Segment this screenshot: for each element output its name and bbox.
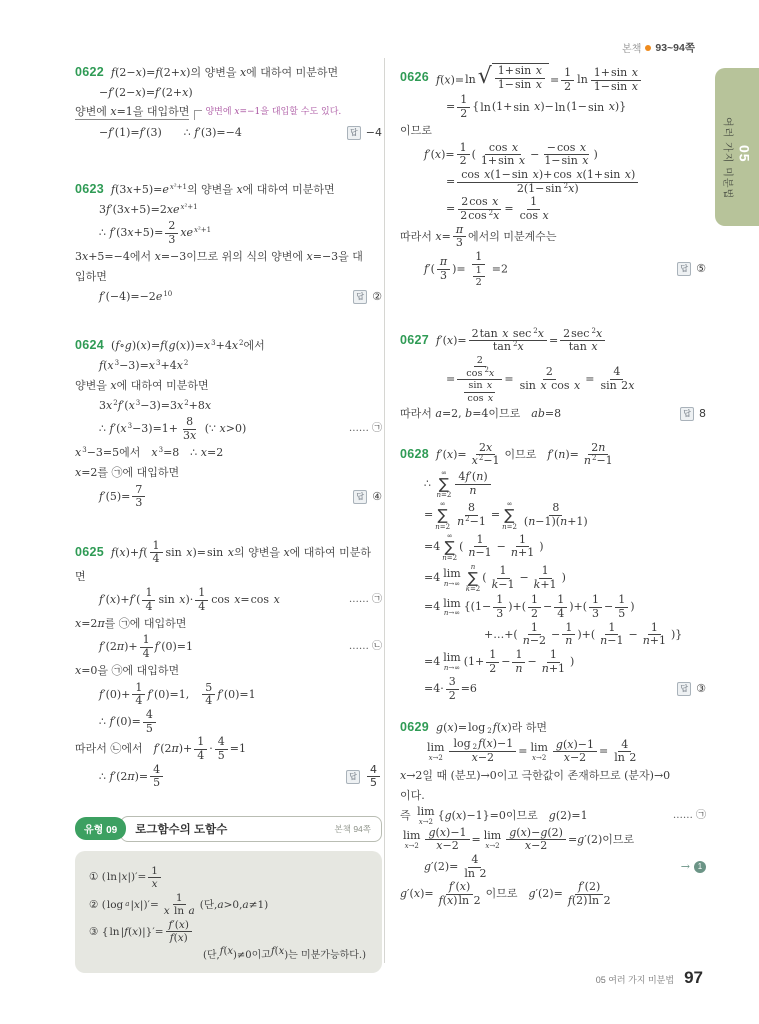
solution-line [75,200,382,219]
solution-line [75,220,382,246]
solution-line [75,416,382,442]
math-content: 이므로 [400,124,432,138]
math-content: f′( $\frac{\pi}{3}$ )= $\frac{1}{\frac{1}{2}}$ =2 [424,249,508,288]
solution-line [75,267,382,286]
fraction: $\frac{\text{−cos x}}{\text{1−sin x}}$ [544,140,589,168]
fraction: $\frac{4}{\ln 2}$ [614,737,637,765]
fraction: $\frac{1}{4}$ [194,736,207,762]
fraction: $\frac{4}{5}$ [143,709,156,735]
superscript: 2 [563,181,569,190]
math-content: f′(5)= $\frac{7}{3}$ [99,484,147,510]
concept-box-header [75,816,382,842]
subscript: 2 [472,743,478,752]
fraction: $\frac{8}{3x}$ [183,415,197,442]
fraction: $\frac{1}{k+1}$ [533,564,557,591]
fraction: $\frac{7}{3}$ [132,484,145,510]
page-footer [596,968,703,988]
solution-line [75,587,382,613]
math-content: ∴ $f'(x^3-3)=1+$ $\frac{8}{3x}$ (∵ x>0) [99,415,247,442]
fraction: $\frac{1}{2}$ [486,649,499,675]
math-content: lim x→2 $\frac{g(x)-1}{x-2}$ = lim x→2 $\frac{g(x)-g(2)}{x-2}$ =g′(2)이므로 [403,825,635,853]
fraction: 2tan x sec $^2$x tan $^2$x [469,328,547,354]
solution-line [75,484,382,510]
side-tab-chapter-title: 여러 가지 미분법 [721,116,733,200]
footer-chapter-title: 05 여러 가지 미분법 [595,975,675,985]
solution-line [75,396,382,415]
sum-with-limits: n ∑ k=2 [465,562,481,594]
solution-line [400,622,706,648]
solution-line [400,94,706,120]
answer [345,490,382,504]
superscript: 2 [488,208,494,217]
solution-line [400,786,706,805]
callout-note: 양변에 x=−1을 대입할 수도 있다. [205,106,342,117]
superscript: 2 [183,358,189,367]
fraction: $\frac{2n}{n^2-1}$ [583,440,613,468]
superscript: 3 [156,358,161,367]
math-content: 즉 lim x→2 {g(x)−1}=0이므로 g(2)=1 [400,805,588,826]
math-content: −f′(1)=f′(3) ∴ f′(3)=−4 [99,125,242,139]
math-content: −f′(2−x)=f′(2+x) [99,85,193,99]
solution-line [400,251,706,288]
fraction: $\frac{8}{(n-1)(n+1)}$ [523,501,588,528]
fraction: $\frac{1}{3}$ [589,594,602,620]
solution-line [400,649,706,675]
page-header [622,40,695,55]
fraction: $\frac{1}{2}$ [528,594,541,620]
superscript: 2 [184,398,189,407]
answer [338,764,382,790]
fraction: $\frac{1}{\text{cos x}}$ [519,195,549,222]
fraction: $\frac{1}{2}$ [473,265,485,288]
fraction: $\frac{1}{2}$ [561,67,574,93]
answer-value: ④ [372,489,382,503]
answer-badge: 답 [353,490,367,504]
fraction: $\frac{\pi}{3}$ [437,256,450,282]
math-content: +…+( $\frac{1}{n-2}$ − $\frac{1}{n}$ )+( $\frac{1}{n-1}$ − $\frac{1}{n+1}$ )} [484,620,683,648]
fraction: $\frac{4}{\sin 2x}$ [600,365,635,392]
math-content: 입하면 [75,269,107,283]
sum-with-limits: ∞ ∑ n=2 [435,500,451,531]
problem-number: 0622 [75,64,105,79]
subscript: 2 [487,726,492,735]
problem-number: 0629 [400,720,430,735]
chapter-side-tab [715,68,759,226]
sum-with-limits: ∞ ∑ n=2 [442,531,458,562]
limit-with-subscript: lim x→2 [530,740,548,762]
problem-0625 [75,540,382,790]
solution-line [400,532,706,562]
concept-box-body [75,851,382,973]
fraction: $\frac{2}{\text{sin x cos x}}$ [519,365,581,392]
math-content: f′(x)= 2tan x sec $^2$x tan $^2$x = 2sec $^2$x tan x [436,328,607,354]
ref-marker: …… ㉠ [348,423,382,435]
answer [672,407,706,421]
math-content: x=2를 ㉠에 대입하면 [75,466,180,480]
column-divider [384,58,385,963]
solution-line [75,376,382,395]
solution-line [75,444,382,463]
limit-with-subscript: lim x→2 [483,829,502,850]
fraction: $\frac{4}{5}$ [150,764,163,790]
math-content: lim x→2 $\frac{\log 2f(x)-1}{x-2}$ = lim x→2 $\frac{g(x)-1}{x-2}$ = $\frac{4}{\ln 2}$ [424,738,641,765]
superscript: 2 [239,338,244,347]
answer [345,290,382,304]
solution-line [400,224,706,250]
square-root [478,63,549,91]
problem-0628 [400,442,706,703]
math-content: $3x^2f'(x^3-3)=3x^2+8x$ [99,398,212,412]
math-content: 따라서 a=2, b=4이므로 ab=8 [400,407,562,421]
radical-icon: √ [477,64,492,90]
math-content: f(2−x)=f(2+x)의 양변을 x에 대하여 미분하면 [111,65,339,79]
superscript: 3 [127,422,133,431]
math-content: ∴ ∞ ∑ n=2 $\frac{4f'(n)}{n}$ [424,469,493,499]
answer-value: ③ [696,682,706,696]
concept-type-badge: 유형 09 [75,817,126,840]
header-book-label: 본책 [622,44,642,55]
fraction: $\frac{4}{5}$ [367,764,380,790]
math-content: 양변을 x에 대하여 미분하면 [75,378,209,392]
math-content: = $\frac{\text{cos x(1−sin x)+cos x(1+sin x)}}{2(1-\sin ^2x)}$ [446,169,640,195]
solution-line [75,180,382,199]
math-content: 따라서 x= $\frac{\pi}{3}$ 에서의 미분계수는 [400,222,557,250]
limit-with-subscript: lim n→∞ [443,651,461,672]
fraction: $\frac{\pi}{3}$ [453,224,466,250]
solution-line [75,83,382,102]
fraction: $\frac{1}{n+1}$ [541,647,566,675]
problem-0624 [75,336,382,510]
math-content: g′(x)= $\frac{f'(x)}{f(x)\ln 2}$ 이므로 g′(2)= $\frac{f'(2)}{f(2)\ln 2}$ [400,881,616,907]
sum-with-limits: ∞ ∑ n=2 [502,500,517,531]
solution-line [400,405,706,424]
fraction: 1 x ln a [163,891,195,917]
solution-line [400,500,706,530]
fraction: $\frac{8}{n^2-1}$ [457,501,486,528]
answer [339,126,382,140]
fraction: $\frac{1}{4}$ [195,587,208,613]
fraction: $\frac{1}{n-1}$ [468,532,492,560]
problem-number: 0626 [400,70,430,85]
fraction: $\frac{1}{n}$ [512,649,525,675]
header-page-range: 93~94쪽 [655,42,695,54]
limit-with-subscript: lim n→∞ [443,567,461,588]
fraction: $\frac{1}{n-2}$ [522,620,547,648]
concept-title: 로그함수의 도함수 [135,823,228,836]
fraction: $\frac{\text{cos x(1−sin x)+cos x(1+sin x)}}{2(1-\sin ^2x)}$ [457,169,638,195]
solution-line [75,123,382,142]
fraction: $\frac{1}{5}$ [615,594,628,620]
header-dot-icon [645,45,651,51]
math-content: = $\frac{\frac{2}{\cos ^2x}}{\frac{\text{sin x}}{\text{cos x}}}$ = $\frac{2}{\text{sin x cos x}}$ = $\frac{4}{\sin 2x}$ [446,355,639,404]
fraction: $\frac{1}{n-1}$ [600,620,624,648]
limit-with-subscript: lim n→∞ [443,596,461,618]
solution-line [75,464,382,483]
answer-badge: 답 [353,290,367,304]
subscript: a [125,900,130,908]
superscript: 2 [533,326,538,335]
fraction: $\frac{f'(x)}{f(x)\ln 2}$ [438,880,481,907]
concept-box [75,816,382,973]
solution-line [400,355,706,404]
superscript: 3 [158,446,164,455]
fraction: $\frac{g(x)-1}{x-2}$ [553,739,597,765]
answer-badge: 답 [347,126,361,140]
math-content: $3f'(3x+5)=2xe^{x^2+1}$ [99,202,198,216]
solution-line [75,567,382,586]
fraction: $\frac{\text{cos x}}{\text{1+sin x}}$ [480,140,526,168]
superscript: 2 [591,326,596,335]
callout-connector-icon [194,110,202,120]
solution-line [75,709,382,735]
fraction: f′(x) f(x) [166,919,192,944]
fraction: $\frac{1}{4}$ [150,540,163,566]
problem-0622 [75,63,382,142]
problem-0629 [400,718,706,907]
math-content: 면 [75,569,86,583]
answer-badge: 답 [680,407,694,421]
ref-marker: …… ㉡ [348,641,382,653]
problem-number: 0628 [400,446,430,461]
math-content: 따라서 ㉡에서 f′(2π)+ $\frac{1}{4}$ · $\frac{4}{5}$ =1 [75,735,246,762]
problem-0623 [75,180,382,306]
fraction: $\frac{1}{n+1}$ [510,532,535,560]
concept-item: ② ( log a | x |)′= 1 x ln a (단, a >0, a ≠1) [89,891,269,917]
solution-line [400,881,706,907]
solution-line [400,718,706,737]
solution-line [400,469,706,499]
math-content: x=2π를 ㉠에 대입하면 [75,617,187,631]
math-content: =4 ∞ ∑ n=2 ( $\frac{1}{n-1}$ − $\frac{1}{n+1}$ ) [424,531,544,562]
superscript: 2 [478,454,484,463]
solution-line [400,328,706,354]
fraction: $\frac{g(x)-1}{x-2}$ [425,827,469,853]
ref-marker: …… ㉠ [348,594,382,606]
math-content: f′(x)= $\frac{1}{2}$ ( $\frac{\text{cos x}}{\text{1+sin x}}$ − $\frac{\text{−cos x}}{\text{1−sin x}}$ ) [424,140,598,168]
solution-line [75,336,382,355]
answer-value: −4 [365,125,382,139]
answer [669,262,706,276]
math-content: f′(x)= $\frac{2x}{x^2-1}$ 이므로 f′(n)= $\frac{2n}{n^2-1}$ [436,442,618,468]
solution-line [400,442,706,468]
solution-line [75,287,382,306]
superscript: x²+1 [194,226,212,235]
math-content: $f(x^3-3)=x^3+4x^2$ [99,358,189,372]
math-content: $(f\circ g)(x)=f(g(x))=x^3+4x^2$에서 [111,338,265,352]
fraction: 2sec $^2$x tan x [560,328,605,354]
math-content: g(x)=log 2f(x)라 하면 [436,720,548,735]
superscript: 2 [113,398,118,407]
fraction: $\frac{g(x)-g(2)}{x-2}$ [506,827,566,853]
solution-line [75,634,382,660]
math-content: ∴ f′(3x+5)= $\frac{2}{3}$ $xe^{x^2+1}$ [99,219,212,246]
solution-line [75,682,382,708]
fraction: $\frac{1}{n}$ [562,622,575,648]
callout-underlined-text: 양변에 x=1을 대입하면 [75,105,189,121]
fraction: $\frac{\text{1+sin x}}{\text{1−sin x}}$ [495,65,545,91]
solution-line [75,614,382,633]
solution-line [400,827,706,853]
fraction: $\frac{2}{3}$ [165,220,178,246]
math-content: $x^3-3=5$에서 $x^3=8$ ∴ x=2 [75,446,224,460]
fraction: $\frac{1}{4}$ [132,682,145,708]
solution-line [75,356,382,375]
superscript: 2 [484,366,489,375]
fraction: $\frac{1}{4}$ [142,587,155,613]
fraction: 1 x [148,865,161,890]
fraction: $\frac{1}{4}$ [554,594,567,620]
answer-badge: 답 [677,262,691,276]
solution-line [75,103,382,122]
math-content: f′(2π)+ $\frac{1}{4}$ f′(0)=1 [99,633,193,661]
answer-value [365,764,382,790]
problem-number: 0625 [75,545,105,560]
problem-0626 [400,63,706,288]
side-tab-chapter-number: 05 [736,145,753,163]
fraction: $\frac{\text{2cos x}}{2\cos ^2x}$ [457,196,502,222]
superscript: 2 [465,514,470,523]
answer-value: ② [372,289,382,303]
solution-line [400,142,706,168]
concept-item: ① ( ln | x |)′= 1 x [89,865,368,890]
fraction: $\frac{5}{4}$ [202,682,215,708]
fraction: $\frac{1}{2}$ [457,94,470,120]
solution-line [400,738,706,765]
sum-with-limits: ∞ ∑ n=2 [436,468,452,500]
superscript: 2 [592,454,597,463]
solution-line [75,736,382,762]
math-content: 이다. [400,788,425,802]
solution-line [400,122,706,141]
fraction: $\frac{3}{2}$ [446,676,459,702]
solution-line [400,196,706,222]
ref-marker: …… ㉠ [672,809,706,821]
solution-line [75,247,382,266]
right-column [400,62,706,909]
step-number-badge: 1 [694,861,706,873]
answer-value: 8 [699,407,706,421]
math-content: = $\frac{1}{2}$ {ln(1+sin x)−ln(1−sin x)} [446,93,627,121]
solution-line [400,169,706,195]
math-content: x→2일 때 (분모)→0이고 극한값이 존재하므로 (분자)→0 [400,768,671,782]
superscript: 10 [163,289,173,298]
solution-line [75,764,382,790]
solution-line [400,563,706,593]
superscript: 3 [211,338,216,347]
fraction: $\frac{1}{\frac{1}{2}}$ [468,251,490,288]
fraction: $\frac{1}{n+1}$ [642,620,667,648]
left-column [75,62,382,973]
concept-item: ③ { ln | f ( x )|}′= f′(x) f(x) [89,919,368,944]
math-content: ∴ f′(2π)= $\frac{4}{5}$ [99,764,165,790]
math-content: $f'(-4)=-2e^{10}$ [99,289,173,303]
fraction: $\frac{f'(2)}{f(2)\ln 2}$ [567,880,611,907]
math-content: = ∞ ∑ n=2 $\frac{8}{n^2-1}$ = ∞ ∑ n=2 $\frac{8}{(n-1)(n+1)}$ [424,500,593,530]
concept-book-ref: 본책 94쪽 [334,823,371,834]
arrow-icon: → [680,860,690,874]
key-step-marker [673,860,706,874]
concept-title-box [120,816,382,842]
math-content: f′(0)+ $\frac{1}{4}$ f′(0)=1, $\frac{5}{4}$ f′(0)=1 [99,680,256,708]
problem-0627 [400,328,706,424]
math-content: =4 lim n→∞ (1+ $\frac{1}{2}$ − $\frac{1}{n}$ − $\frac{1}{n+1}$ ) [424,647,575,675]
math-content: f(x)=ln √ $\frac{\text{1+sin x}}{\text{1−sin x}}$ = $\frac{1}{2}$ ln $\frac{\text{1+sin x}}{\text{1−sin x}}$ [436,63,643,93]
fraction: $\frac{2}{\cos ^2x}$ [466,355,495,380]
fraction: $\frac{1}{k-1}$ [491,564,515,591]
math-content: f(x)+f( $\frac{1}{4}$ sin x)=sin x의 양변을 x에 대하여 미분하 [111,538,372,566]
solution-line [75,63,382,82]
fraction: $\frac{\text{sin x}}{\text{cos x}}$ [463,380,496,403]
math-content: =4· $\frac{3}{2}$ =6 [424,675,477,702]
solution-line [400,806,706,826]
superscript: x²+1 [169,182,187,191]
math-content: =4 lim n→∞ {(1− $\frac{1}{3}$ )+( $\frac{1}{2}$ − $\frac{1}{4}$ )+( $\frac{1}{3}$ − $\frac{1}{5}$ ) [424,593,635,620]
side-tab-vertical-text [722,82,753,226]
answer [669,682,706,696]
problem-number: 0627 [400,333,430,348]
math-content: $f(3x+5)=e^{x^2+1}$의 양변을 x에 대하여 미분하면 [111,182,335,196]
fraction: $\frac{1}{3}$ [493,594,506,620]
fraction [457,355,502,404]
fraction: $\frac{1}{4}$ [140,634,153,660]
fraction: $\frac{4}{\ln 2}$ [464,852,487,880]
problem-number: 0624 [75,337,105,352]
footer-page-number: 97 [684,968,703,987]
answer-badge: 답 [346,770,360,784]
fraction: $\frac{4}{5}$ [215,736,228,762]
math-content: = $\frac{\text{2cos x}}{2\cos ^2x}$ = $\frac{1}{\text{cos x}}$ [446,196,554,222]
math-content: 3x+5=−4에서 x=−3이므로 위의 식의 양변에 x=−3을 대 [75,249,363,263]
superscript: 3 [135,398,141,407]
math-content: =4 lim n→∞ n ∑ k=2 ( $\frac{1}{k-1}$ − $\frac{1}{k+1}$ ) [424,562,566,594]
math-content: x=0을 ㉠에 대입하면 [75,664,180,678]
superscript: 2 [512,340,518,349]
superscript: x²+1 [180,202,198,211]
fraction: $\frac{\text{1+sin x}}{\text{1−sin x}}$ [591,67,641,93]
math-content: g′(2)= $\frac{4}{\ln 2}$ [424,854,491,880]
limit-with-subscript: lim x→2 [417,805,435,826]
solution-line [400,594,706,620]
solution-line [400,676,706,702]
superscript: 3 [114,358,120,367]
solution-line [75,662,382,681]
problem-number: 0623 [75,181,105,196]
solution-line [400,766,706,785]
solution-line [400,63,706,93]
answer-badge: 답 [677,682,691,696]
concept-note: (단, f ( x )≠0이고 f ( x )는 미분가능하다.) [203,946,366,962]
solution-line [400,854,706,880]
fraction: $\frac{2x}{x^2-1}$ [471,440,500,468]
superscript: 3 [82,446,87,455]
math-content: ∴ f′(0)= $\frac{4}{5}$ [99,709,158,735]
math-content: f′(x)+f′( $\frac{1}{4}$ sin x)· $\frac{1}{4}$ cos x=cos x [99,586,280,613]
fraction: $\frac{1}{2}$ [457,142,470,168]
solution-line [75,540,382,566]
fraction: $\frac{4f'(n)}{n}$ [455,471,490,497]
limit-with-subscript: lim x→2 [403,829,421,850]
fraction: $\frac{\log 2f(x)-1}{x-2}$ [449,738,516,765]
answer-value: ⑤ [696,262,706,276]
limit-with-subscript: lim x→2 [427,740,445,762]
